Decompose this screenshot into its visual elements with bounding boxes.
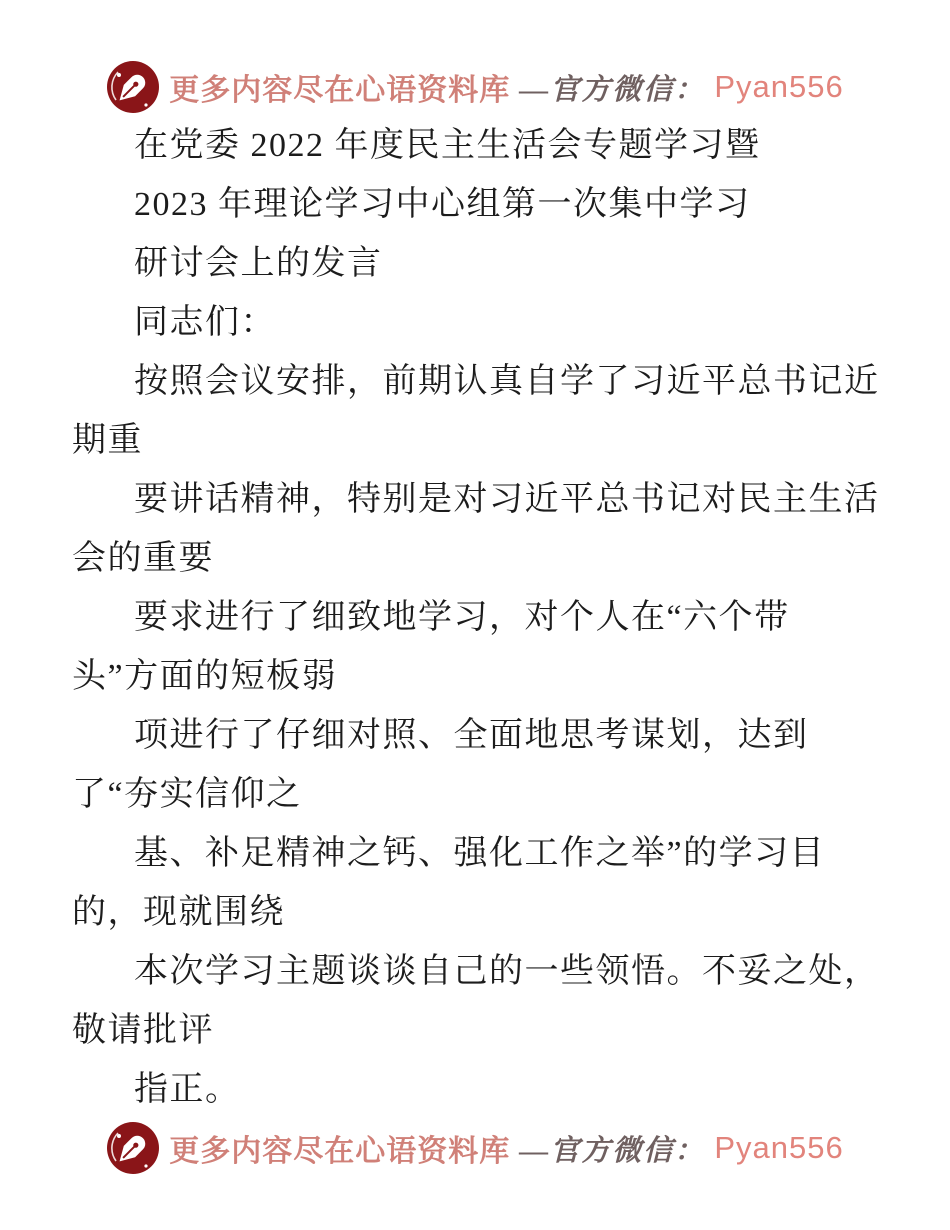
text-line: 在党委 2022 年度民主生活会专题学习暨 xyxy=(134,127,761,164)
text-line: 同志们： xyxy=(134,304,276,341)
text-line: 按照会议安排，前期认真自学了习近平总书记近 xyxy=(134,363,880,400)
text-line: 2023 年理论学习中心组第一次集中学习 xyxy=(134,186,751,223)
watermark-brand-text: 更多内容尽在心语资料库 xyxy=(169,74,511,107)
text-line: 要求进行了细致地学习，对个人在“六个带 xyxy=(134,599,790,636)
text-line: 指正。 xyxy=(134,1071,241,1108)
text-line: 敬请批评 xyxy=(72,1012,214,1049)
document-body xyxy=(0,116,950,1119)
watermark-top xyxy=(0,58,950,116)
text-line: 头”方面的短板弱 xyxy=(72,658,338,695)
text-line: 了“夯实信仰之 xyxy=(72,776,302,813)
text-line: 的，现就围绕 xyxy=(72,894,285,931)
text-line: 要讲话精神，特别是对习近平总书记对民主生活 xyxy=(134,481,880,518)
pen-nib-logo-icon xyxy=(106,60,160,114)
text-line: 本次学习主题谈谈自己的一些领悟。不妥之处， xyxy=(134,953,880,990)
text-line: 会的重要 xyxy=(72,540,214,577)
text-line: 期重 xyxy=(72,422,143,459)
text-line: 项进行了仔细对照、全面地思考谋划，达到 xyxy=(134,717,809,754)
text-line: 基、补足精神之钙、强化工作之举”的学习目 xyxy=(134,835,826,872)
watermark-wechat-id: Pyan556 xyxy=(714,69,844,104)
watermark-channel-label: —官方微信： xyxy=(519,1134,706,1167)
watermark-bottom xyxy=(0,1119,950,1177)
pen-nib-logo-icon xyxy=(106,1121,160,1175)
watermark-brand-text: 更多内容尽在心语资料库 xyxy=(169,1135,511,1168)
text-line: 研讨会上的发言 xyxy=(134,245,383,282)
watermark-wechat-id: Pyan556 xyxy=(714,1130,844,1165)
watermark-channel-label: —官方微信： xyxy=(519,73,706,106)
